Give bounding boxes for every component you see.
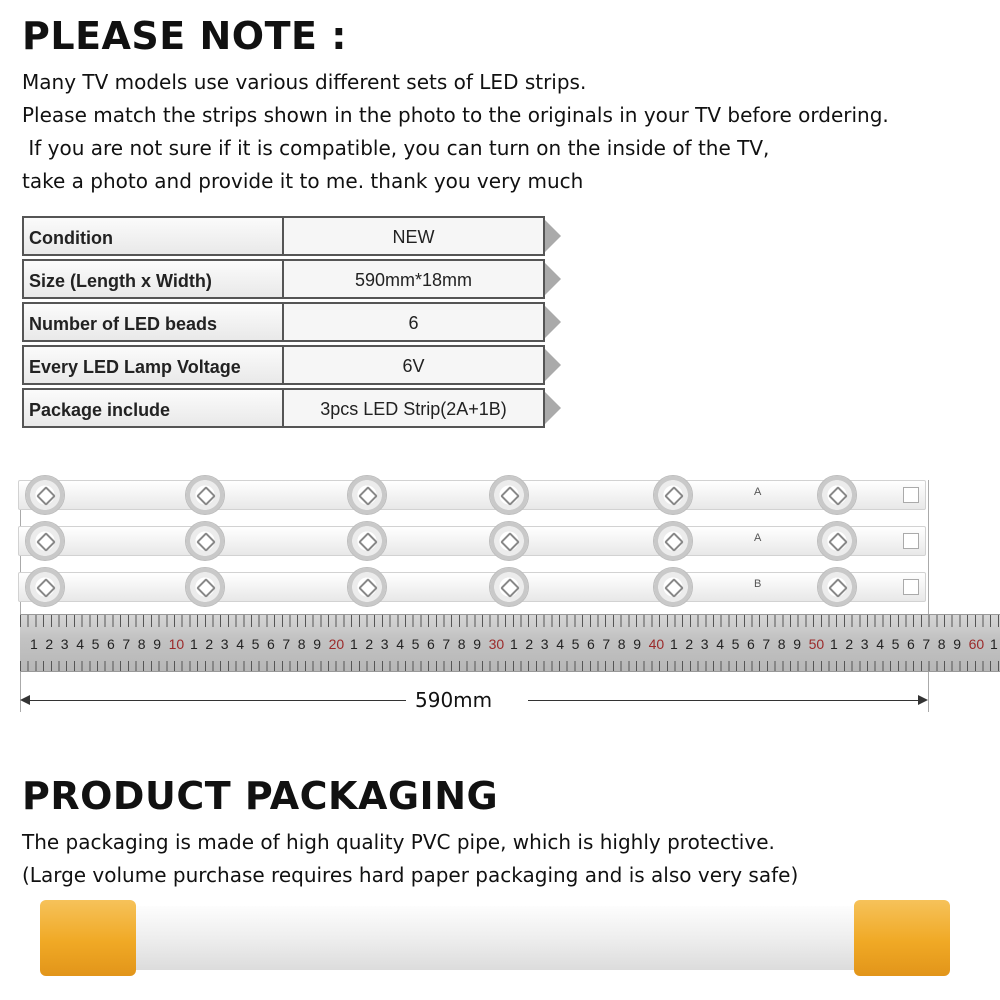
- ruler-digit: 1: [30, 636, 38, 652]
- note-line: take a photo and provide it to me. thank you very much: [22, 169, 584, 193]
- ruler-major-mark: 60: [968, 636, 985, 652]
- ruler-digit: 4: [396, 636, 404, 652]
- ruler-digit: 1: [190, 636, 198, 652]
- arrow-right-icon: [918, 695, 928, 705]
- ruler-digit: 3: [700, 636, 709, 652]
- pvc-tube-package: [40, 900, 950, 976]
- ruler-digit: 5: [731, 636, 740, 652]
- connector-icon: [903, 487, 919, 503]
- spec-value: 6V: [282, 345, 545, 385]
- strip-type-label: B: [754, 578, 762, 590]
- ruler-digit: 6: [107, 636, 115, 652]
- dimension-label: 590mm: [415, 688, 493, 712]
- ruler-digit: 4: [236, 636, 244, 652]
- ruler-digit: 9: [473, 636, 481, 652]
- ruler-digit: 9: [153, 636, 161, 652]
- spec-label: Size (Length x Width): [22, 259, 289, 299]
- ruler-ticks-bottom: [20, 661, 1000, 671]
- connector-icon: [903, 533, 919, 549]
- ruler-digit: 6: [267, 636, 275, 652]
- led-bead: [489, 567, 529, 607]
- ruler-digit: 3: [220, 636, 229, 652]
- note-text: [22, 66, 889, 198]
- steel-ruler: [20, 614, 1000, 672]
- spec-value: NEW: [282, 216, 545, 256]
- ruler-major-mark: 20: [328, 636, 345, 652]
- ruler-digit: 1: [510, 636, 518, 652]
- ruler-digit: 2: [525, 636, 534, 652]
- ruler-digit: 8: [617, 636, 626, 652]
- row-arrow-icon: [545, 306, 561, 338]
- led-bead: [25, 567, 65, 607]
- ruler-digit: 6: [427, 636, 435, 652]
- led-bead: [25, 521, 65, 561]
- led-bead: [25, 475, 65, 515]
- ruler-digit: 9: [313, 636, 321, 652]
- led-bead: [185, 521, 225, 561]
- led-bead: [489, 521, 529, 561]
- note-line: If you are not sure if it is compatible, you can turn on the inside of the TV,: [22, 136, 770, 160]
- led-bead: [347, 475, 387, 515]
- ruler-digit: 5: [91, 636, 100, 652]
- ruler-digit: 1: [830, 636, 838, 652]
- led-bead: [347, 567, 387, 607]
- led-bead: [653, 475, 693, 515]
- ruler-digit: 5: [571, 636, 580, 652]
- led-bead: [817, 567, 857, 607]
- packaging-line: The packaging is made of high quality PVC pipe, which is highly protective.: [22, 830, 775, 854]
- tube-cap-right: [854, 900, 950, 976]
- row-arrow-icon: [545, 349, 561, 381]
- ruler-digit: 3: [860, 636, 869, 652]
- ruler-digit: 2: [845, 636, 854, 652]
- led-bead: [185, 567, 225, 607]
- ruler-digit: 1: [990, 636, 998, 652]
- led-bead: [489, 475, 529, 515]
- product-packaging-heading: PRODUCT PACKAGING: [22, 774, 499, 818]
- ruler-digit: 7: [282, 636, 291, 652]
- ruler-digit: 5: [411, 636, 420, 652]
- ruler-digit: 2: [205, 636, 214, 652]
- strip-type-label: A: [754, 486, 762, 498]
- led-bead: [817, 475, 857, 515]
- ruler-digit: 4: [556, 636, 564, 652]
- ruler-digit: 2: [685, 636, 694, 652]
- led-strip: [18, 572, 926, 602]
- spec-value: 3pcs LED Strip(2A+1B): [282, 388, 545, 428]
- ruler-digit: 1: [670, 636, 678, 652]
- ruler-digit: 8: [937, 636, 946, 652]
- packaging-line: (Large volume purchase requires hard paper packaging and is also very safe): [22, 863, 799, 887]
- ruler-digit: 2: [45, 636, 54, 652]
- ruler-digit: 9: [953, 636, 961, 652]
- ruler-digit: 7: [122, 636, 131, 652]
- connector-icon: [903, 579, 919, 595]
- ruler-digit: 3: [540, 636, 549, 652]
- led-strip: [18, 526, 926, 556]
- row-arrow-icon: [545, 263, 561, 295]
- led-bead: [653, 521, 693, 561]
- ruler-digit: 9: [633, 636, 641, 652]
- note-line: Please match the strips shown in the photo to the originals in your TV before ordering.: [22, 103, 889, 127]
- ruler-digit: 8: [457, 636, 466, 652]
- spec-value: 6: [282, 302, 545, 342]
- ruler-digit: 6: [907, 636, 915, 652]
- ruler-digit: 4: [76, 636, 84, 652]
- ruler-digit: 8: [777, 636, 786, 652]
- measure-guide-right: [928, 480, 929, 712]
- ruler-digit: 5: [891, 636, 900, 652]
- ruler-major-mark: 40: [648, 636, 665, 652]
- ruler-major-mark: 50: [808, 636, 825, 652]
- tube-cap-left: [40, 900, 136, 976]
- led-bead: [653, 567, 693, 607]
- ruler-digit: 8: [297, 636, 306, 652]
- ruler-major-mark: 30: [488, 636, 505, 652]
- ruler-major-mark: 10: [168, 636, 185, 652]
- note-line: Many TV models use various different sets of LED strips.: [22, 70, 587, 94]
- ruler-digit: 5: [251, 636, 260, 652]
- led-bead: [817, 521, 857, 561]
- ruler-digit: 7: [602, 636, 611, 652]
- row-arrow-icon: [545, 392, 561, 424]
- spec-value: 590mm*18mm: [282, 259, 545, 299]
- ruler-digit: 9: [793, 636, 801, 652]
- spec-label: Package include: [22, 388, 289, 428]
- ruler-digit: 6: [747, 636, 755, 652]
- please-note-heading: PLEASE NOTE :: [22, 14, 347, 58]
- ruler-digit: 3: [380, 636, 389, 652]
- packaging-text: [22, 826, 798, 892]
- led-bead: [185, 475, 225, 515]
- dimension-line: [26, 700, 406, 701]
- row-arrow-icon: [545, 220, 561, 252]
- length-dimension: [20, 688, 930, 712]
- ruler-digit: 6: [587, 636, 595, 652]
- spec-label: Condition: [22, 216, 289, 256]
- ruler-digit: 7: [762, 636, 771, 652]
- ruler-digit: 1: [350, 636, 358, 652]
- ruler-digit: 3: [60, 636, 69, 652]
- ruler-digit: 8: [137, 636, 146, 652]
- spec-label: Every LED Lamp Voltage: [22, 345, 289, 385]
- ruler-digit: 4: [716, 636, 724, 652]
- ruler-digit: 2: [365, 636, 374, 652]
- ruler-digit: 7: [442, 636, 451, 652]
- tube-body: [80, 906, 910, 970]
- ruler-ticks-top: [20, 615, 1000, 627]
- ruler-digit: 4: [876, 636, 884, 652]
- led-bead: [347, 521, 387, 561]
- led-strip: [18, 480, 926, 510]
- ruler-digit: 7: [922, 636, 931, 652]
- strip-type-label: A: [754, 532, 762, 544]
- spec-label: Number of LED beads: [22, 302, 289, 342]
- dimension-line: [528, 700, 924, 701]
